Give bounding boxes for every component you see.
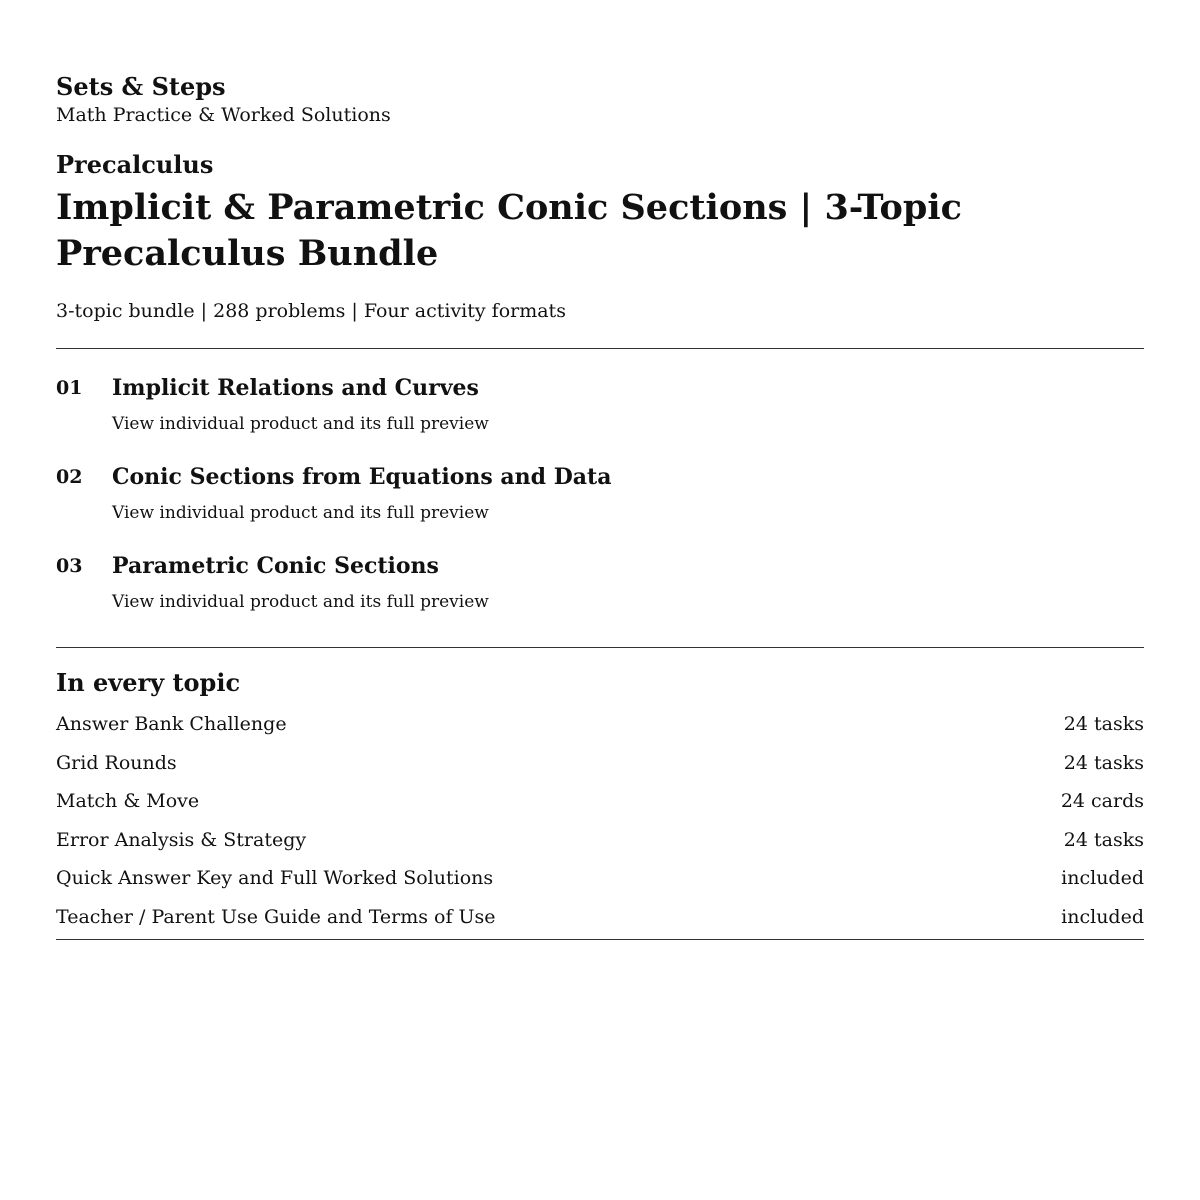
feature-row [56,866,1144,890]
topic-body [112,462,1144,524]
feature-value: 24 tasks [1063,828,1144,851]
topic-title: Conic Sections from Equations and Data [112,464,612,490]
feature-label: Answer Bank Challenge [56,713,287,735]
topic-preview-link[interactable]: View individual product and its full preview [112,592,489,612]
feature-label: Match & Move [56,790,200,813]
topic-title: Implicit Relations and Curves [112,375,479,401]
topic-item [56,462,1144,524]
feature-value: 24 tasks [1063,751,1144,774]
feature-row [56,712,1144,736]
brand-tagline: Math Practice & Worked Solutions [56,104,391,126]
subject-label: Precalculus [56,150,214,179]
topic-preview-link[interactable]: View individual product and its full preview [112,414,489,434]
topic-item [56,551,1144,613]
product-meta: 3-topic bundle | 288 problems | Four activity formats [56,300,566,322]
feature-label: Quick Answer Key and Full Worked Solutions [56,867,494,890]
feature-row [56,828,1144,852]
divider [56,939,1144,940]
topic-list [56,349,1144,613]
feature-value: 24 tasks [1063,713,1144,735]
topic-preview-link[interactable]: View individual product and its full preview [112,503,489,523]
feature-row [56,751,1144,775]
features-list [56,712,1144,929]
topic-number: 02 [56,466,83,488]
divider [56,647,1144,648]
topic-body [112,551,1144,613]
topic-title: Parametric Conic Sections [112,553,439,579]
feature-row [56,905,1144,929]
brand-name: Sets & Steps [56,72,226,101]
feature-label: Teacher / Parent Use Guide and Terms of Use [56,905,496,928]
page-title: Implicit & Parametric Conic Sections | 3-Topic Precalculus Bundle [56,187,962,274]
features-heading: In every topic [56,668,241,697]
feature-value: 24 cards [1060,790,1144,813]
topic-number: 03 [56,555,83,577]
topic-item [56,373,1144,435]
feature-label: Error Analysis & Strategy [56,828,307,851]
topic-body [112,373,1144,435]
feature-label: Grid Rounds [56,751,177,774]
features-section [56,668,1144,929]
feature-value: included [1061,867,1144,890]
product-page [56,72,1144,940]
topic-number: 01 [56,377,83,399]
feature-row [56,789,1144,813]
brand-header [56,72,1144,127]
feature-value: included [1061,905,1144,928]
